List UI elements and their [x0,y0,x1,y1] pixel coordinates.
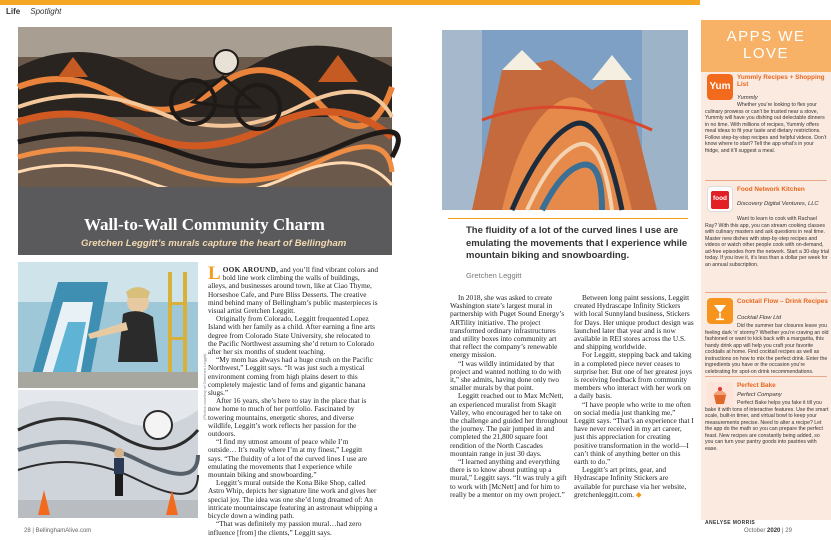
article-column-2 [450,294,568,499]
paragraph: Between long paint sessions, Leggitt created Hydrascape Infinity Stickers with local Sunnyland business, Stickers for Days. Her unique product design was launched later that year and is now available in REI stores across the U.S. and shipping worldwide. [574,293,694,352]
section-header [0,0,831,20]
article-column-3 [574,294,694,499]
app-developer: Cocktail Flow Ltd [737,315,782,321]
sidebar-heading-line-1: APPS WE [726,28,806,45]
site-name: BellinghamAlive.com [35,528,92,534]
cocktail-glass-icon [707,298,733,324]
lead-in: OOK AROUND, [222,265,279,274]
paragraph: “My mom has always had a huge crush on the Pacific Northwest,” Leggitt says. “It was just such a mystical environment coming from high plains desert to this completely majestic land of ferns and gigantic banana slugs.” [208,355,373,398]
app-name: Perfect Bake [737,382,776,389]
paragraph: “I learned anything and everything there is to know about putting up a mural,” Leggitt says. “It was truly a gift to work with [McNett] and for him to really be a mentor on my own project.” [450,457,567,499]
footer-right: October 2020 | 29 [744,528,792,534]
paragraph: In 2018, she was asked to create Washington state’s largest mural in partnership with Puget Sound Energy’s ARTility initiative. The project transformed ordinary infrastructures and utility boxes into community art that reflect the company’s renewable energy mission. [450,293,565,360]
article-title: Wall-to-Wall Community Charm [84,215,325,234]
subsection-name: Spotlight [30,7,62,16]
paragraph: For Leggitt, stepping back and taking in a completed piece never ceases to surprise her. But one of her greatest joys is receiving feedback from community members who interact with her work on a daily basis. [574,350,692,401]
article-subtitle: Gretchen Leggitt’s murals capture the heart of Bellingham [81,238,347,249]
photo-credit: (Photos courtesy of Gretchen Leggitt) [202,353,207,420]
app-description: Want to learn to cook with Rachael Ray? With this app, you can stream cooking classes with culinary masters and ask questions in real time. Master new dishes with step-by-step recipes and videos or watch other people cook with on-demand, ad-free episodes from the network. Start a 30-day trial today. If you love it, it’s less than a dollar per week for an annual subscription. [705,216,829,268]
hero-image [18,27,392,261]
sidebar-heading-line-2: LOVE [742,45,790,62]
pull-quote [448,218,688,280]
mural-wall-photo [18,390,198,518]
footer-left: 28 | BellinghamAlive.com [24,528,92,534]
paragraph-text: and you’ll find vibrant colors and bold line work climbing the walls of buildings, alleys, and businesses around town, like at Ciao Thyme, Horseshoe Cafe, and Pure Bliss Desserts. The creative mind behind many of Bellingham’s public masterpieces is visual artist Gretchen Leggitt. [208,265,378,316]
article-column-1 [208,263,378,537]
app-developer: Discovery Digital Ventures, LLC [737,201,819,207]
section-label [6,7,61,16]
issue-month: October [744,528,766,534]
yummly-app-icon [707,74,733,100]
artist-painting-photo [18,262,198,388]
sidebar-heading [701,20,831,72]
byline: BY ESTHER CHONG [194,255,255,261]
app-name: Food Network Kitchen [737,186,805,193]
food-network-icon-text: food [712,195,728,202]
paragraph: “That was definitely my passion mural…had zero influence [from] the clients,” Leggitt says. [208,519,362,537]
paragraph [574,466,694,499]
divider [705,376,827,377]
paragraph: Originally from Colorado, Leggitt frequented Lopez Island with her family as a child. After earning a fine arts degree from Colorado State University, she relocated to the Pacific Northwest assuming she’d return to Colorado after her six months of student teaching. [208,314,375,357]
section-header-rule [0,0,700,5]
mural-closeup-photo [442,30,688,210]
drop-cap: L [208,263,221,284]
app-name: Cocktail Flow – Drink Recipes [737,298,828,305]
pull-quote-text: The fluidity of a lot of the curved lines I use are emulating the movements that I experience while mountain biking and snowboarding. [466,225,688,261]
issue-year: 2020 [767,528,781,534]
paragraph: Leggitt’s mural outside the Kona Bike Shop, called Astro Whip, depicts her signature line work and gives her special joy. The idea was one she’d long dreamed of: An intricate mountainscape featuring an astronaut whipping a bicycle down a winding path. [208,478,378,521]
mural-closeup-illustration [442,30,688,210]
pull-quote-attribution: Gretchen Leggitt [466,270,522,280]
paragraph: “I was wildly intimidated by that project and wanted nothing to do with it,” she admits, having done only two smaller murals by that point. [450,358,562,393]
page-number-right: 29 [785,528,792,534]
artist-painting-illustration [18,262,198,388]
mural-wall-illustration [18,390,198,518]
paragraph-text: Leggitt’s art prints, gear, and Hydrascape Infinity Stickers are available for purchase via her website, gretchenleggitt.com. [574,465,687,499]
app-developer: Yummly [737,95,758,101]
section-name: Life [6,7,21,16]
divider [705,292,827,293]
paragraph: After 16 years, she’s here to stay in the place that is now home to much of her portfolio. Fascinated by towering mountains, energetic shores, and diverse wildlife, Leggitt’s work reflects her passion for the outdoors. [208,396,367,439]
app-description: Perfect Bake helps you fake it till you bake it with tons of interactive features. Use the smart scale, built-in timer, and virtual bowl to keep your measurements precise. Need to alter a recipe? Let the app do the math so you can prepare the perfect feast. New recipes are constantly being added, so you can turn your pantry goods into pastries with ease. [705,400,829,452]
end-mark-icon: ◆ [635,489,642,499]
food-network-app-icon [707,186,733,212]
app-description: Whether you’re looking to flex your culinary prowess or can’t be trusted near a stove, Yummly will have you dishing out delectable dinners in no time. With millions of recipes, Yummly offers meal ideas to fit your taste and dietary restrictions. Follow step-by-step recipes and helpful videos. Don’t know where to start? Tell the app what’s in your fridge, and it’ll suggest a meal. [705,102,827,154]
app-name: Yummly Recipes + Shopping List [737,74,825,89]
yummly-icon-text: Yum [709,81,731,92]
paragraph: Leggitt reached out to Max McNett, an experienced muralist from Skagit Valley, who encouraged her to take on the challenge and guided her throughout the journey. The pair jumped in and completed the 21,800 square foot rendition of the North Cascades mountain range in just 30 days. [450,391,568,458]
cocktail-glass-graphic [707,298,733,324]
page-number-left: 28 [24,528,31,534]
divider [705,180,827,181]
sidebar-credit: ANELYSE MORRIS [705,520,756,526]
page-footer [0,520,831,540]
app-developer: Perfect Company [737,392,782,398]
app-description: Did the summer bar closures leave you feeling dark ’n’ stormy? Whether you’re craving an old fashioned or want to kick back with a margarita, this handy drink app will help you craft your favorite cocktails at home. Find cocktail recipes as well as instructions on how to mix the perfect drink. Enter the ingredients you have or the occasion you’re celebrating for spot-on drink recommendations. [705,323,829,375]
paragraph: “I have people who write to me often on social media just thanking me,” Leggitt says. “That’s an experience that I have never received in my art career, just this appreciation for creating positive transformation in the world—I can’t think of anything better on this earth to do.” [574,399,694,467]
paragraph: “I find my utmost amount of peace while I’m outside… It’s really where I’m at my finest,” Leggitt says. “The fluidity of a lot of the curved lines I use are emulating the movements that I experience while mountain biking and snowboarding.” [208,437,368,480]
paragraph [208,263,378,316]
